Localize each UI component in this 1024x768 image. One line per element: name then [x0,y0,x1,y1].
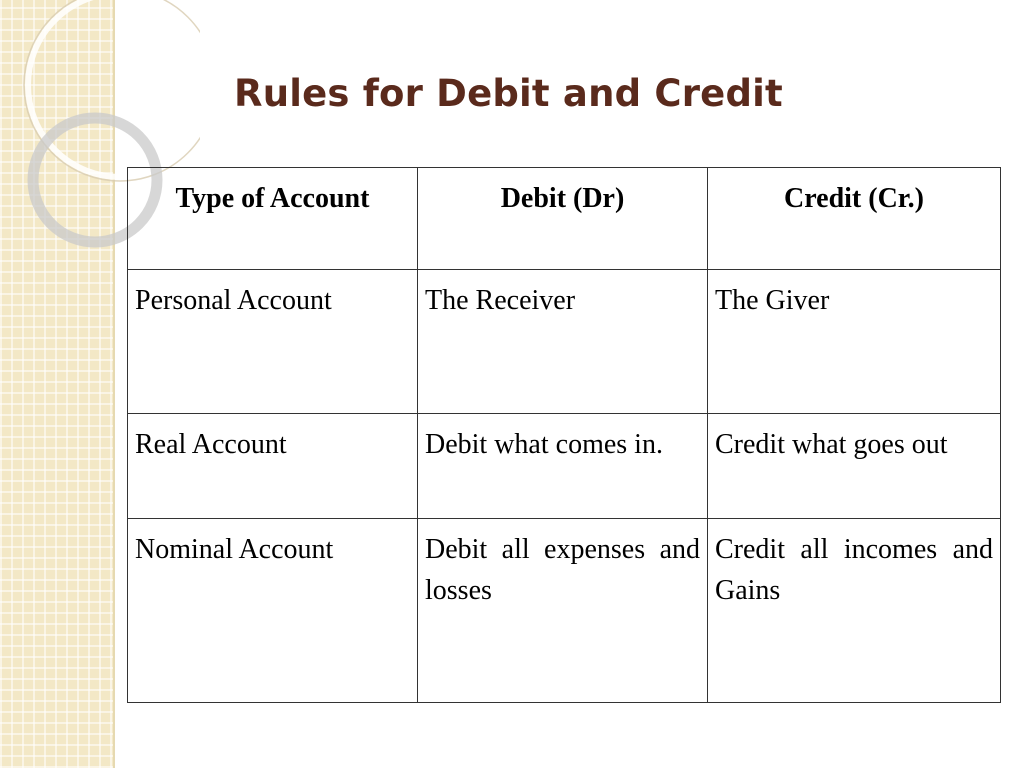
table-row-real-account [128,414,1001,519]
cell-debit-rule: Debit all expenses and losses [418,519,708,703]
cell-credit-rule: Credit what goes out [708,414,1001,519]
cell-account-type: Nominal Account [128,519,418,703]
cell-credit-rule: The Giver [708,270,1001,414]
cell-account-type: Personal Account [128,270,418,414]
cell-debit-rule: Debit what comes in. [418,414,708,519]
table-row-nominal-account [128,519,1001,703]
decorative-ring-large [28,0,200,177]
slide-title: Rules for Debit and Credit [234,72,783,115]
table-header-row [128,168,1001,270]
header-debit: Debit (Dr) [418,168,708,270]
debit-credit-rules-table [127,167,1001,703]
header-type-of-account: Type of Account [128,168,418,270]
header-credit: Credit (Cr.) [708,168,1001,270]
table-row-personal-account [128,270,1001,414]
cell-account-type: Real Account [128,414,418,519]
cell-debit-rule: The Receiver [418,270,708,414]
cell-credit-rule: Credit all incomes and Gains [708,519,1001,703]
